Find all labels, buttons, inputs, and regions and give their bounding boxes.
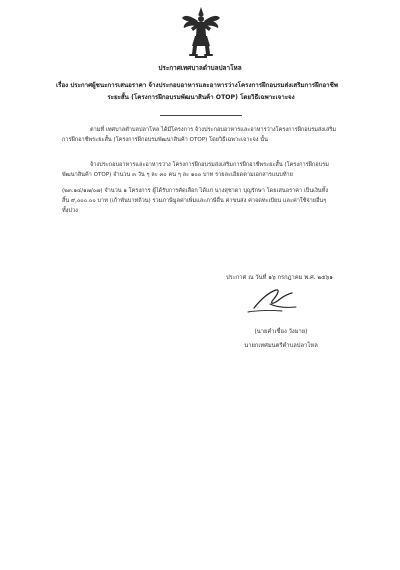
announcement-date: ประกาศ ณ วันที่ ๑๖ กรกฎาคม พ.ศ. ๒๕๖๑ xyxy=(226,275,333,281)
handwritten-signature xyxy=(240,280,308,320)
document-header: ประกาศเทศบาลตำบลปลาโหล xyxy=(158,64,242,72)
paragraph-3 xyxy=(62,186,344,216)
subject-line-2: ระยะสั้น (โครงการฝึกอบรมพัฒนาสินค้า OTOP) โดยวิธีเฉพาะเจาะจง xyxy=(107,94,295,101)
paragraph-3-line-1: (๒๓.๑๔/๑๗/๐๗) จำนวน ๑ โครงการ ผู้ได้รับการคัดเลือก ได้แก่ นางสุชาดา บุญรักษา โดยเสนอราคา เป็นเงินทั้ง xyxy=(62,188,329,194)
paragraph-1-line-2: การฝึกอาชีพระยะสั้น (โครงการฝึกอบรมพัฒนาสินค้า OTOP) โดยวิธีเฉพาะเจาะจง นั้น xyxy=(62,137,268,143)
garuda-emblem-icon xyxy=(181,6,221,60)
paragraph-2-line-2: พัฒนาสินค้า OTOP) จำนวน ๓ วัน ๆ ละ ๓๐ คน ๆ ละ ๑๐๐ บาท รายละเอียดตามเอกสารแนบท้าย xyxy=(62,172,293,178)
document-subject xyxy=(56,80,346,104)
paragraph-2 xyxy=(62,160,344,180)
signer-title: นายกเทศมนตรีตำบลปลาโหล xyxy=(244,343,318,349)
divider-line xyxy=(160,115,242,116)
paragraph-1 xyxy=(62,125,344,145)
paragraph-2-line-1: จ้างประกอบอาหารและอาหารว่าง โครงการฝึกอบรมส่งเสริมการฝึกอาชีพระยะสั้น (โครงการฝึกอบรม xyxy=(90,162,329,168)
paragraph-3-line-2: สิ้น ๙,๐๐๐.๐๐ บาท (เก้าพันบาทถ้วน) รวมภาษีมูลค่าเพิ่มและภาษีอื่น ค่าขนส่ง ค่าจดทะเบียน และค่าใช้จ่ายอื่นๆ xyxy=(62,198,327,204)
subject-line-1: เรื่อง ประกาศผู้ชนะการเสนอราคา จ้างประกอบอาหารและอาหารว่างโครงการฝึกอบรมส่งเสริมการฝึกอาชีพ xyxy=(56,82,338,89)
paragraph-3-line-3: ทั้งปวง xyxy=(62,208,78,214)
paragraph-1-line-1: ตามที่ เทศบาลตำบลปลาโหล ได้มีโครงการ จ้างประกอบอาหารและอาหารว่างโครงการฝึกอบรมส่งเสริม xyxy=(90,127,337,133)
signer-name: (นายคำเชื่อง วังมาย) xyxy=(254,329,308,335)
